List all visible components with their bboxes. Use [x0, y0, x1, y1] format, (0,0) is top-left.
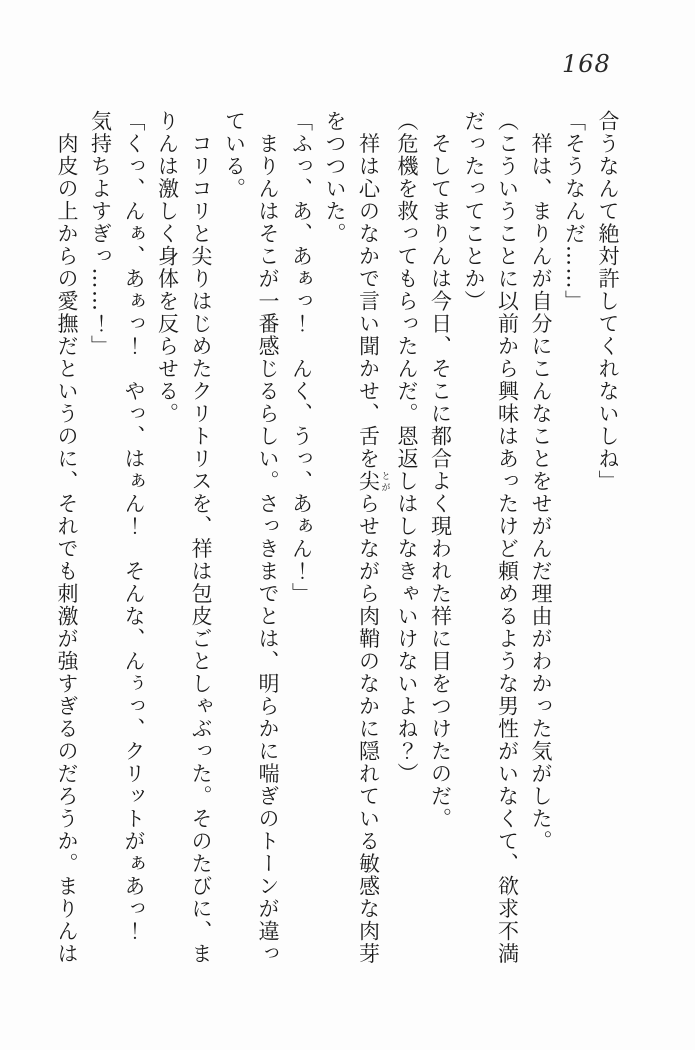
ruby-text: とが	[379, 470, 390, 493]
text-line: 合うなんて絶対許してくれないしね」	[596, 110, 620, 493]
text-line	[351, 110, 390, 980]
page-number: 168	[562, 50, 611, 78]
text-line: 「ふっ、あ、あぁっ！ んく、うっ、あぁん！」	[289, 110, 314, 605]
text-line: りんは激しく身体を反らせる。	[155, 110, 180, 425]
text-line: 「そうなんだ……」	[562, 110, 587, 313]
ruby-base: 尖	[356, 470, 381, 493]
text-line: 「くっ、んぁ、あぁっ！ やっ、はぁん！ そんな、んぅっ、クリットがぁあっ！	[122, 110, 146, 943]
text-line: 祥は、まりんが自分にこんなことをせがんだ理由がわかった気がした。	[529, 110, 553, 853]
text-line: 気持ちよすぎっ……！」	[88, 110, 113, 358]
text-line: コリコリと尖りはじめたクリトリスを、祥は包皮ごとしゃぶった。そのたびに、ま	[189, 110, 213, 965]
vertical-text-block	[53, 110, 624, 980]
ruby-annotation	[356, 470, 390, 493]
text-line: （こういうことに以前から興味はあったけど頼めるような男性がいなくて、欲求不満	[495, 110, 520, 965]
text-line: だったってことか）	[462, 110, 486, 313]
text-line: ている。	[222, 110, 247, 200]
text-line: （危機を救ってもらったんだ。恩返しはしなきゃいけないよね？）	[395, 110, 419, 785]
line-text: らせながら肉鞘のなかに隠れている敏感な肉芽	[356, 492, 381, 965]
text-line: をつついた。	[323, 110, 347, 245]
line-text: 祥は心のなかで言い聞かせ、舌を	[356, 110, 381, 470]
text-line: 肉皮の上からの愛撫だというのに、それでも刺激が強すぎるのだろうか。まりんは	[55, 110, 79, 965]
text-line: そしてまりんは今日、そこに都合よく現われた祥に目をつけたのだ。	[428, 110, 453, 830]
text-line: まりんはそこが一番感じるらしい。さっきまでとは、明らかに喘ぎのトーンが違っ	[256, 110, 280, 965]
